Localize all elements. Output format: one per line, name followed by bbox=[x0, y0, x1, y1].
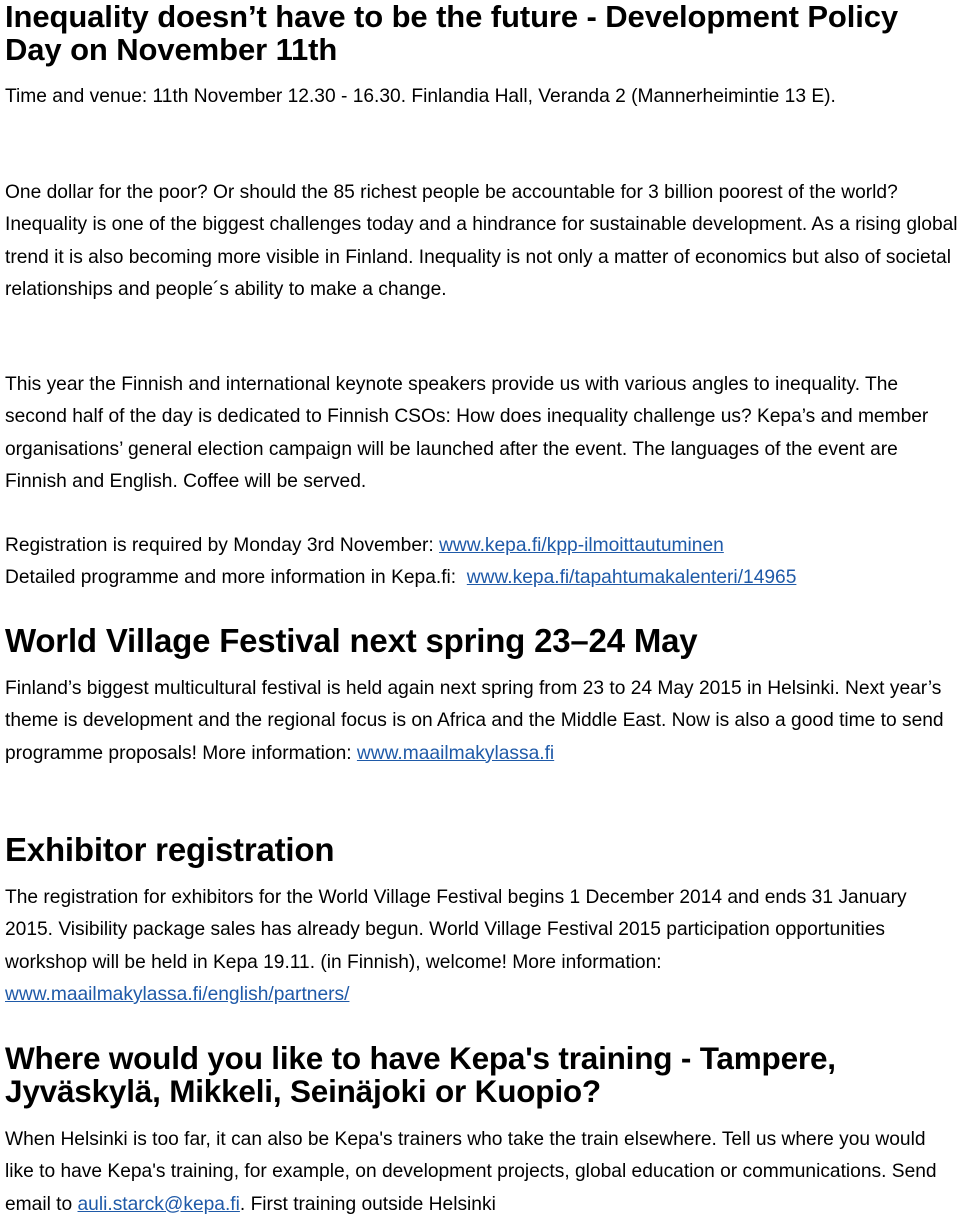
training-paragraph bbox=[5, 1124, 950, 1221]
registration-text: Registration is required by Monday 3rd November: bbox=[5, 535, 440, 556]
festival-link[interactable]: www.maailmakylassa.fi bbox=[356, 742, 555, 764]
registration-line bbox=[5, 530, 950, 562]
festival-paragraph bbox=[5, 673, 950, 770]
programme-text: Detailed programme and more information in Kepa.fi: bbox=[5, 567, 467, 588]
training-text-end: . First training outside Helsinki bbox=[239, 1193, 496, 1215]
festival-text: Finland’s biggest multicultural festival is held again next spring from 23 to 24 May 2015 in Helsinki. Next year’s theme is development and the regional focus is on Africa and the Middle East. Now is also a good time to send programme proposals! More information: bbox=[5, 678, 944, 764]
article-title-exhibitor-registration: Exhibitor registration bbox=[5, 831, 335, 868]
exhibitor-text: The registration for exhibitors for the World Village Festival begins 1 December 2014 and ends 31 January 2015. Visibility package sales has already begun. World Village Festival 2015 participation opportunities workshop will be held in Kepa 19.11. (in Finnish), welcome! More information: bbox=[5, 887, 907, 973]
exhibitor-paragraph bbox=[5, 882, 950, 1011]
training-email-link[interactable]: auli.starck@kepa.fi bbox=[77, 1193, 240, 1215]
intro-paragraph: One dollar for the poor? Or should the 85 richest people be accountable for 3 billion poorest of the world? Inequality is one of the biggest challenges today and a hindrance for sustainable development. As a rising global trend it is also becoming more visible in Finland. Inequality is not only a matter of economics but also of societal relationships and people´s ability to make a change. bbox=[5, 182, 958, 300]
article-title-development-policy-day: Inequality doesn’t have to be the future - Development Policy Day on November 11th bbox=[5, 0, 899, 67]
time-and-venue: Time and venue: 11th November 12.30 - 16.30. Finlandia Hall, Veranda 2 (Mannerheimintie 13 E). bbox=[5, 86, 836, 107]
exhibitor-link[interactable]: www.maailmakylassa.fi/english/partners/ bbox=[5, 983, 350, 1005]
programme-line bbox=[5, 562, 950, 594]
keynote-paragraph: This year the Finnish and international keynote speakers provide us with various angles to inequality. The second half of the day is dedicated to Finnish CSOs: How does inequality challenge us? Kepa’s and member organisations’ general election campaign will be launched after the event. The languages of the event are Finnish and English. Coffee will be served. bbox=[5, 374, 929, 492]
article-title-kepa-training: Where would you like to have Kepa's training - Tampere, Jyväskylä, Mikkeli, Seinäjoki or Kuopio? bbox=[5, 1040, 836, 1109]
programme-link[interactable]: www.kepa.fi/tapahtumakalenteri/14965 bbox=[466, 567, 797, 588]
training-text: When Helsinki is too far, it can also be Kepa's trainers who take the train elsewhere. Tell us where you would like to have Kepa's training, for example, on development projects, global education or communications. Send email to bbox=[5, 1129, 937, 1215]
article-title-world-village-festival: World Village Festival next spring 23–24 May bbox=[5, 622, 698, 659]
registration-link[interactable]: www.kepa.fi/kpp-ilmoittautuminen bbox=[439, 535, 724, 556]
